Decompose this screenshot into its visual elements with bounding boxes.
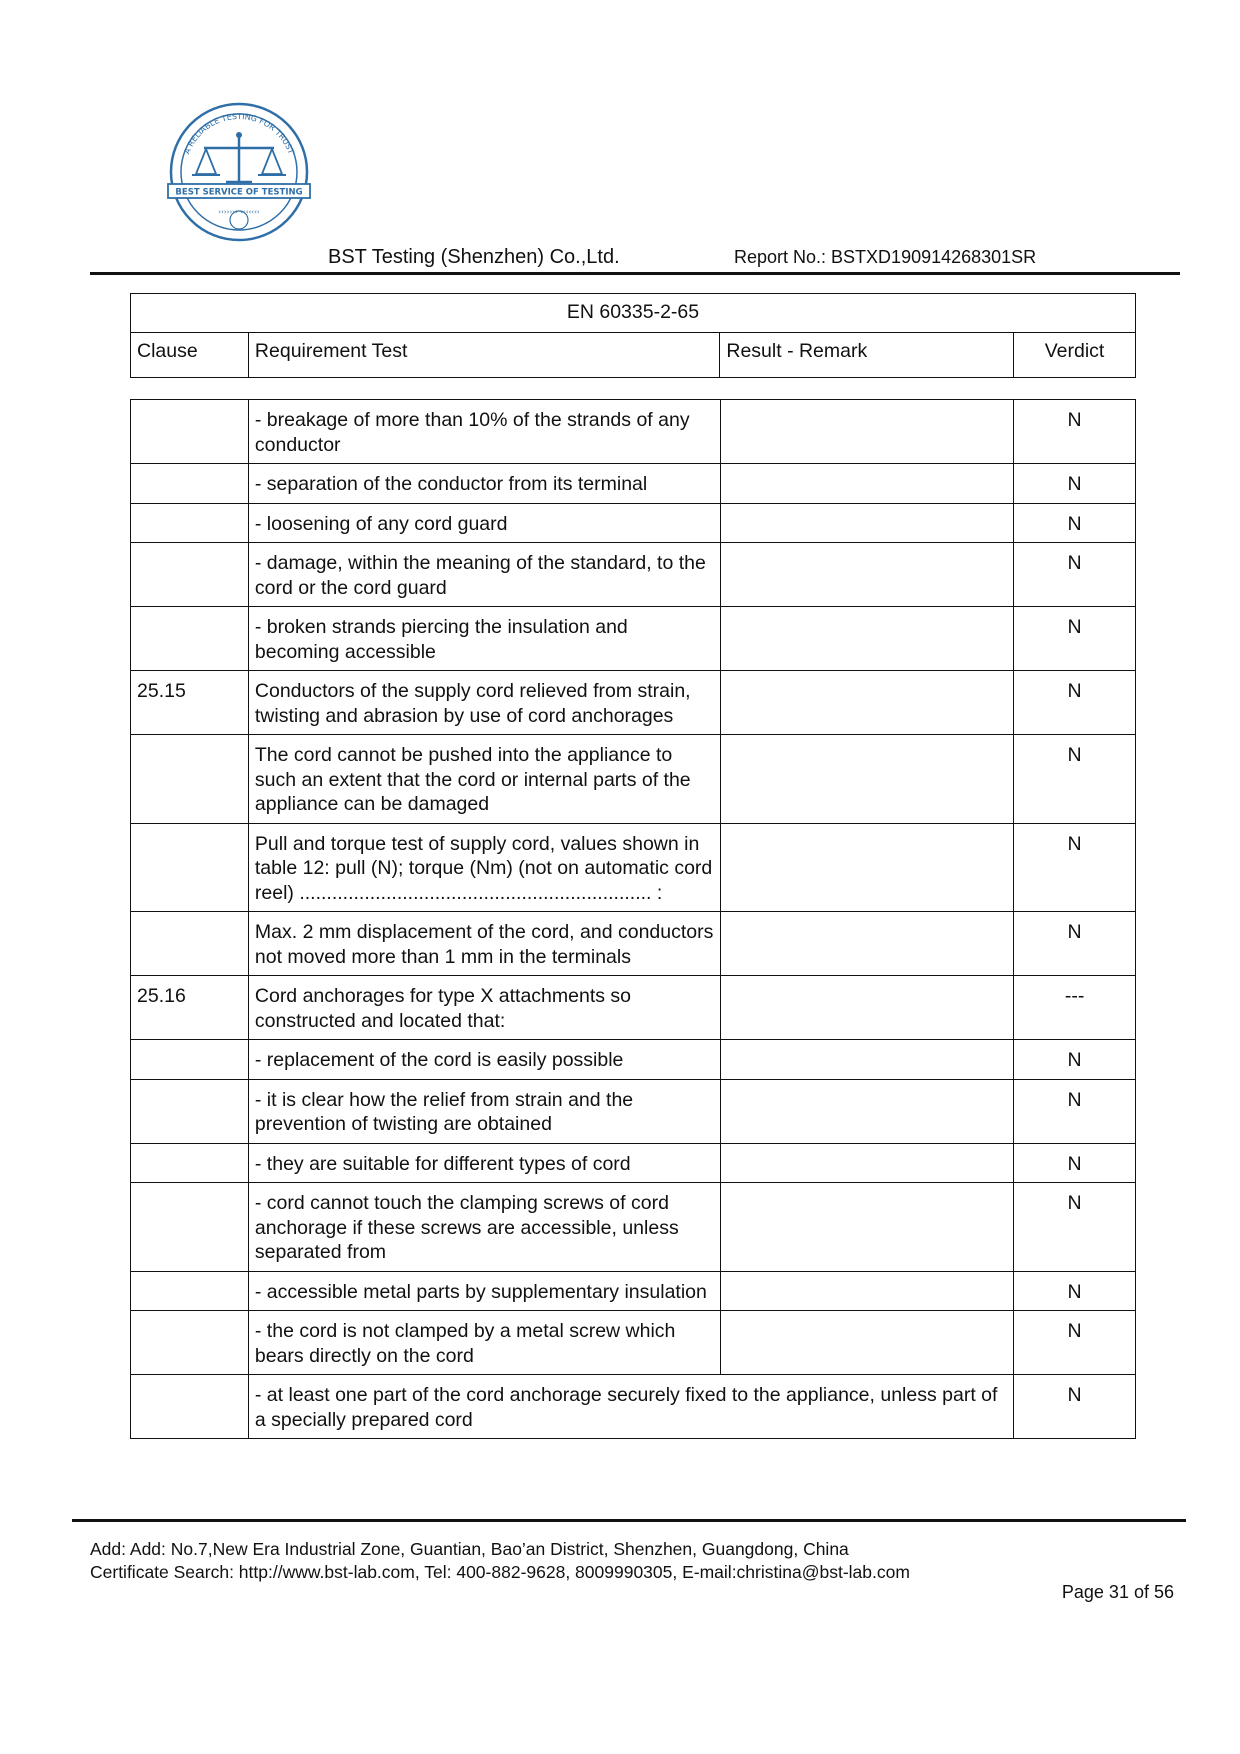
- clause-cell: [131, 400, 249, 464]
- requirements-table: [130, 399, 1136, 1439]
- clause-cell: [131, 503, 249, 543]
- requirement-cell: Conductors of the supply cord relieved from strain, twisting and abrasion by use of cord anchorages: [248, 671, 720, 735]
- table-row: [131, 1183, 1136, 1272]
- table-row: [131, 464, 1136, 504]
- result-cell: [720, 671, 1013, 735]
- logo-ring-text: A RELIABLE TESTING FOR TRUST: [182, 111, 296, 156]
- requirement-cell: - at least one part of the cord anchorage securely fixed to the appliance, unless part of a specially prepared cord: [248, 1375, 1013, 1439]
- requirement-cell: - replacement of the cord is easily possible: [248, 1040, 720, 1080]
- requirement-cell: - damage, within the meaning of the standard, to the cord or the cord guard: [248, 543, 720, 607]
- clause-cell: [131, 912, 249, 976]
- clause-cell: 25.16: [131, 976, 249, 1040]
- column-header-requirement: Requirement Test: [248, 333, 719, 378]
- column-header-clause: Clause: [131, 333, 249, 378]
- result-cell: [720, 1079, 1013, 1143]
- requirement-cell: - accessible metal parts by supplementary insulation: [248, 1271, 720, 1311]
- clause-cell: [131, 1040, 249, 1080]
- clause-cell: [131, 735, 249, 824]
- result-cell: [720, 503, 1013, 543]
- requirement-cell: - the cord is not clamped by a metal screw which bears directly on the cord: [248, 1311, 720, 1375]
- result-cell: [720, 1143, 1013, 1183]
- verdict-cell: N: [1014, 735, 1136, 824]
- table-row: [131, 976, 1136, 1040]
- company-logo: [164, 102, 314, 252]
- footer-address: Add: Add: No.7,New Era Industrial Zone, Guantian, Bao’an District, Shenzhen, Guangdong, China: [90, 1539, 849, 1559]
- verdict-cell: N: [1014, 1143, 1136, 1183]
- verdict-cell: N: [1014, 912, 1136, 976]
- clause-cell: [131, 607, 249, 671]
- result-cell: [720, 607, 1013, 671]
- requirement-cell: - it is clear how the relief from strain and the prevention of twisting are obtained: [248, 1079, 720, 1143]
- verdict-cell: N: [1014, 464, 1136, 504]
- requirement-cell: - they are suitable for different types of cord: [248, 1143, 720, 1183]
- result-cell: [720, 735, 1013, 824]
- table-row: [131, 543, 1136, 607]
- table-row: [131, 1375, 1136, 1439]
- svg-text:››››››› ‹‹‹‹‹‹‹: ››››››› ‹‹‹‹‹‹‹: [218, 208, 260, 216]
- result-cell: [720, 1183, 1013, 1272]
- verdict-cell: N: [1014, 1183, 1136, 1272]
- result-cell: [720, 464, 1013, 504]
- requirement-cell: - cord cannot touch the clamping screws of cord anchorage if these screws are accessible, unless separated from: [248, 1183, 720, 1272]
- header-divider: [90, 272, 1180, 275]
- result-cell: [720, 976, 1013, 1040]
- requirement-cell: - broken strands piercing the insulation and becoming accessible: [248, 607, 720, 671]
- requirement-cell: Pull and torque test of supply cord, values shown in table 12: pull (N); torque (Nm) (not on automatic cord reel) ................................................................. :: [248, 823, 720, 912]
- logo-banner-text: BEST SERVICE OF TESTING: [175, 187, 303, 198]
- standard-title: EN 60335-2-65: [131, 294, 1136, 333]
- verdict-cell: ---: [1014, 976, 1136, 1040]
- requirement-cell: - loosening of any cord guard: [248, 503, 720, 543]
- clause-cell: [131, 1311, 249, 1375]
- clause-cell: [131, 1271, 249, 1311]
- table-row: [131, 1079, 1136, 1143]
- requirement-cell: - separation of the conductor from its terminal: [248, 464, 720, 504]
- result-cell: [720, 543, 1013, 607]
- requirement-cell: Cord anchorages for type X attachments so constructed and located that:: [248, 976, 720, 1040]
- verdict-cell: N: [1014, 1040, 1136, 1080]
- clause-cell: [131, 1375, 249, 1439]
- result-cell: [720, 823, 1013, 912]
- footer-contact: Certificate Search: http://www.bst-lab.com, Tel: 400-882-9628, 8009990305, E-mail:christina@bst-lab.com: [90, 1562, 910, 1582]
- verdict-cell: N: [1014, 543, 1136, 607]
- company-name: BST Testing (Shenzhen) Co.,Ltd.: [328, 246, 620, 268]
- clause-cell: [131, 1143, 249, 1183]
- clause-cell: [131, 543, 249, 607]
- result-cell: [720, 1271, 1013, 1311]
- result-cell: [720, 912, 1013, 976]
- column-header-result: Result - Remark: [720, 333, 1014, 378]
- table-row: [131, 607, 1136, 671]
- table-row: [131, 1040, 1136, 1080]
- table-row: [131, 1143, 1136, 1183]
- result-cell: [720, 1040, 1013, 1080]
- verdict-cell: N: [1014, 823, 1136, 912]
- clause-cell: [131, 464, 249, 504]
- verdict-cell: N: [1014, 1375, 1136, 1439]
- page-number: Page 31 of 56: [1061, 1582, 1174, 1602]
- clause-cell: [131, 1079, 249, 1143]
- verdict-cell: N: [1014, 1271, 1136, 1311]
- footer-address-block: [90, 1538, 910, 1584]
- verdict-cell: N: [1014, 671, 1136, 735]
- requirement-cell: Max. 2 mm displacement of the cord, and conductors not moved more than 1 mm in the terminals: [248, 912, 720, 976]
- table-row: [131, 735, 1136, 824]
- column-header-verdict: Verdict: [1014, 333, 1136, 378]
- footer-divider: [72, 1519, 1186, 1522]
- verdict-cell: N: [1014, 1311, 1136, 1375]
- verdict-cell: N: [1014, 503, 1136, 543]
- clause-cell: [131, 1183, 249, 1272]
- clause-cell: [131, 823, 249, 912]
- result-cell: [720, 400, 1013, 464]
- standard-header-table: [130, 293, 1136, 378]
- table-row: [131, 671, 1136, 735]
- report-number: Report No.: BSTXD190914268301SR: [734, 247, 1037, 267]
- verdict-cell: N: [1014, 1079, 1136, 1143]
- table-row: [131, 912, 1136, 976]
- verdict-cell: N: [1014, 400, 1136, 464]
- table-row: [131, 503, 1136, 543]
- verdict-cell: N: [1014, 607, 1136, 671]
- requirement-cell: The cord cannot be pushed into the appliance to such an extent that the cord or internal parts of the appliance can be damaged: [248, 735, 720, 824]
- table-row: [131, 400, 1136, 464]
- table-row: [131, 1311, 1136, 1375]
- table-row: [131, 823, 1136, 912]
- requirement-cell: - breakage of more than 10% of the strands of any conductor: [248, 400, 720, 464]
- result-cell: [720, 1311, 1013, 1375]
- table-row: [131, 1271, 1136, 1311]
- clause-cell: 25.15: [131, 671, 249, 735]
